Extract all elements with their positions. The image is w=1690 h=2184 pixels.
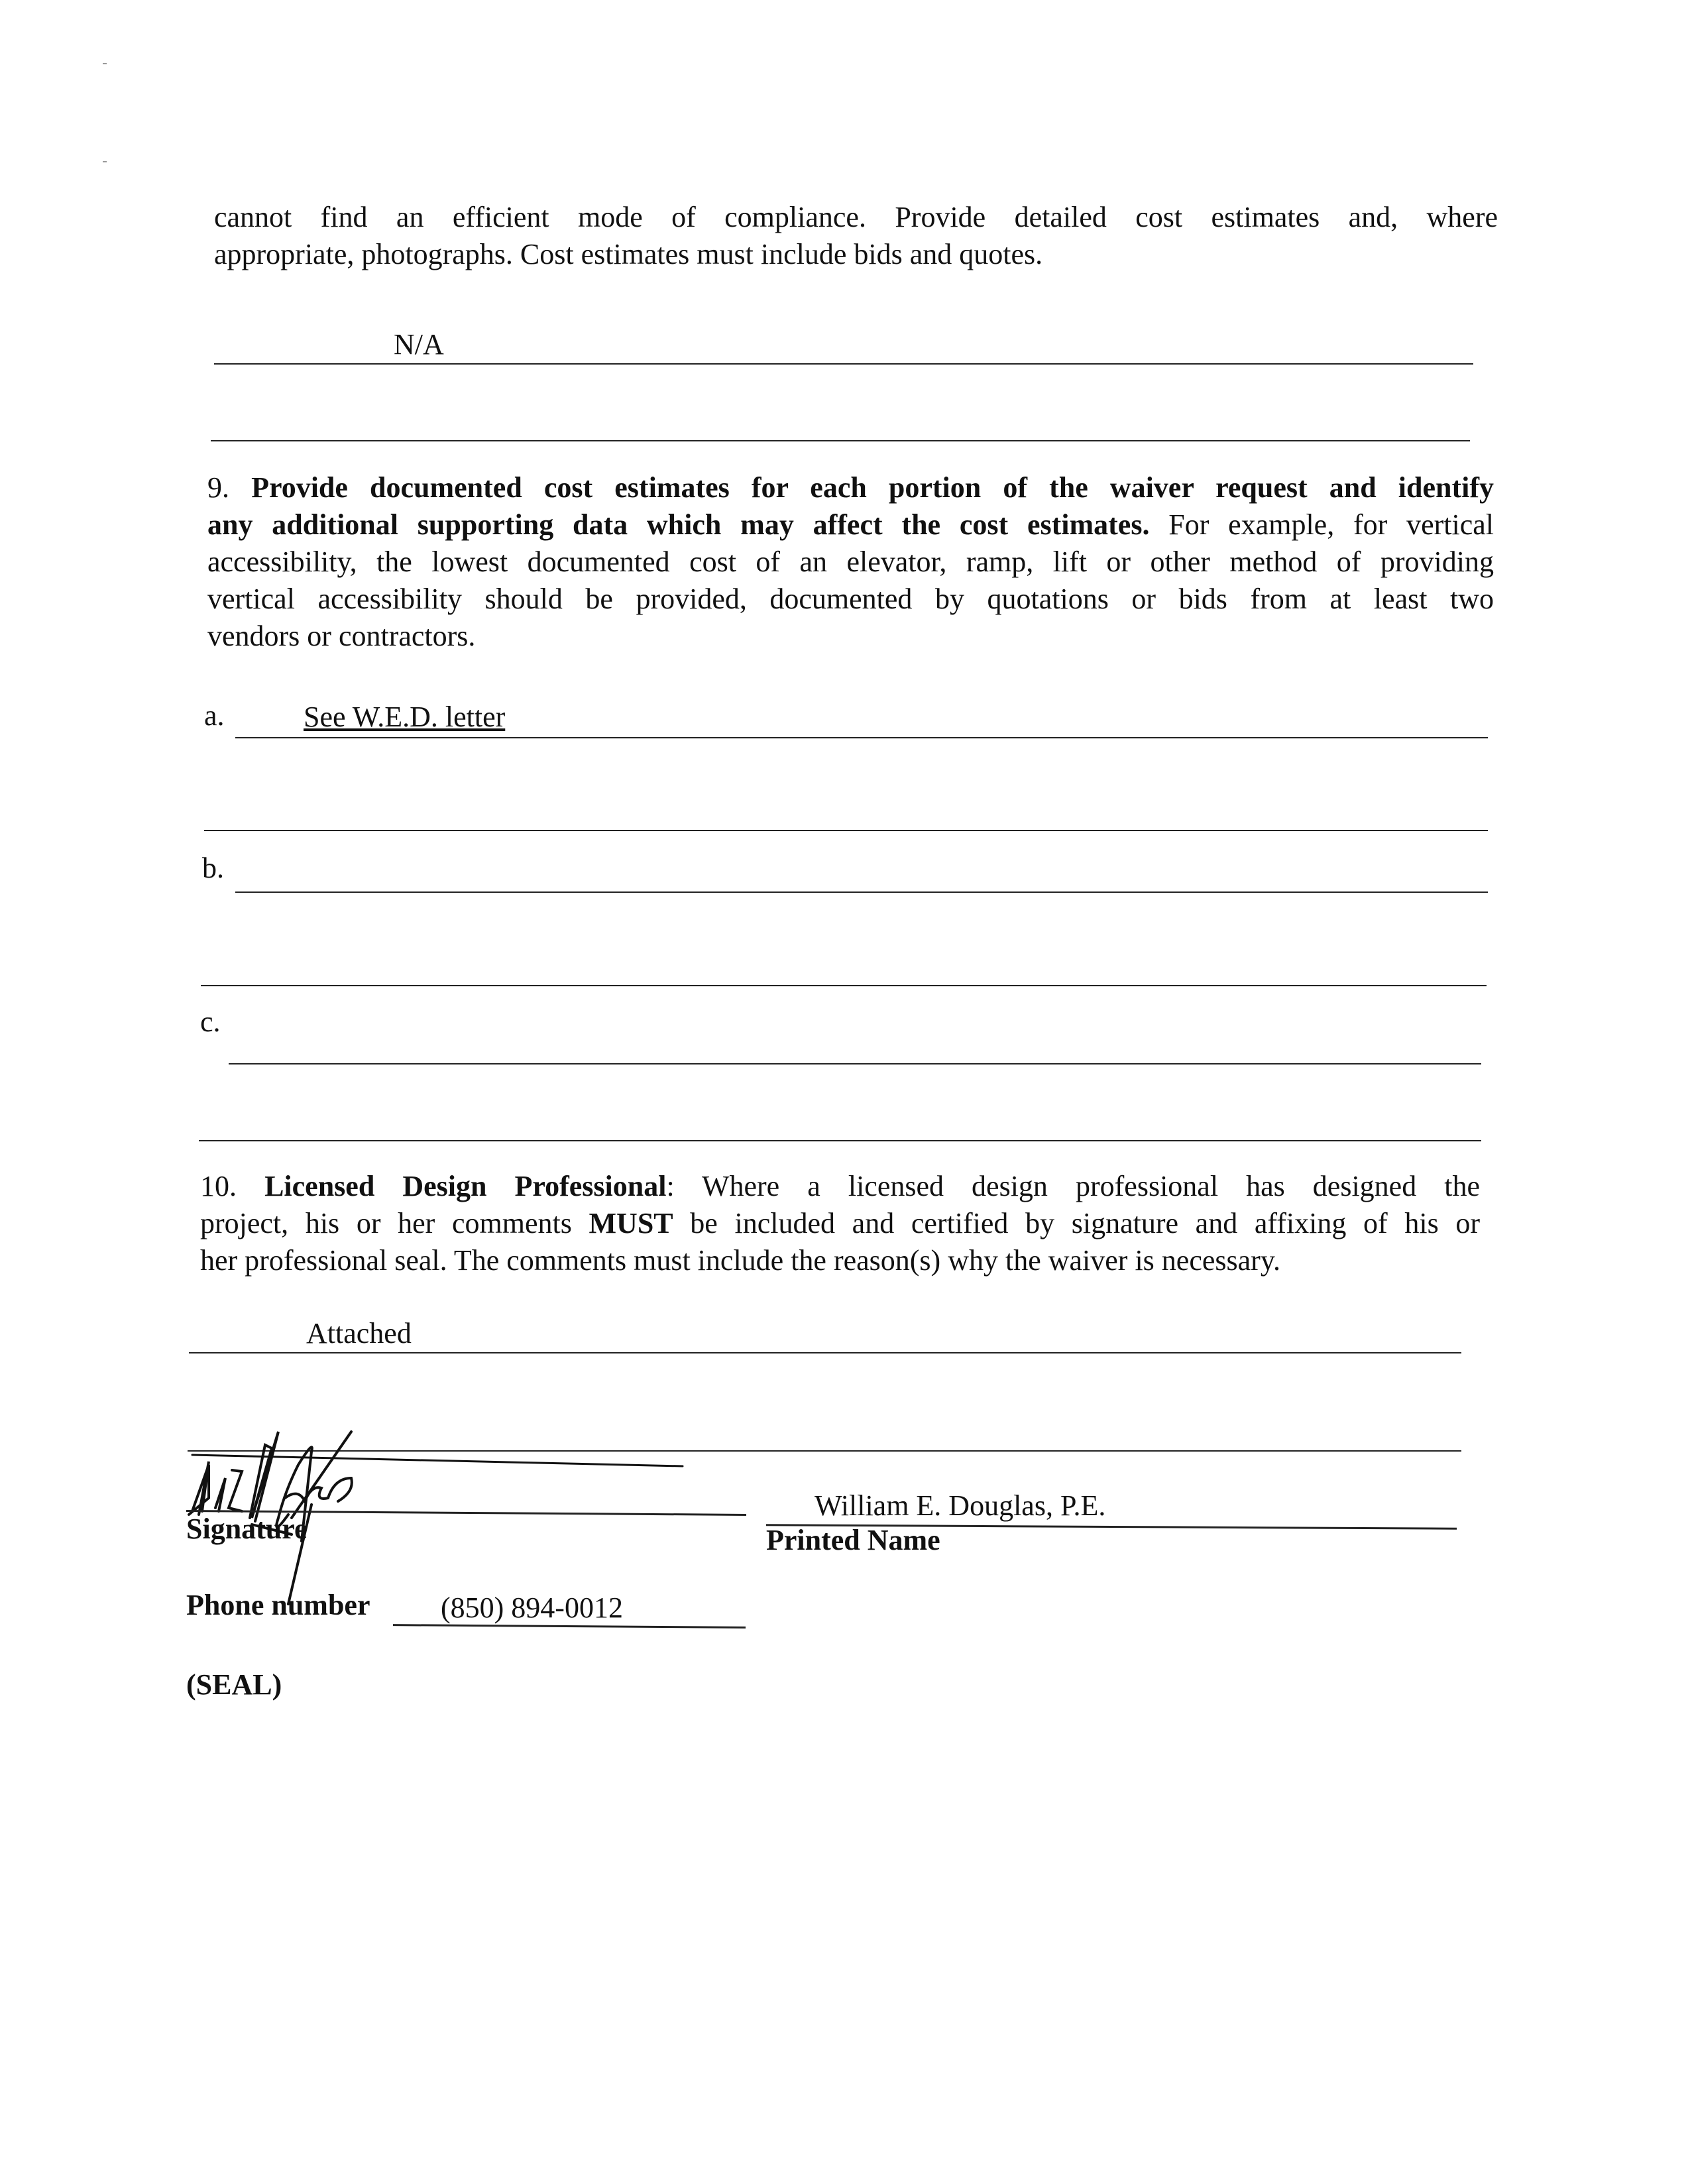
seal-label: (SEAL)	[186, 1668, 282, 1701]
scan-speck	[103, 63, 107, 64]
emphasis: MUST	[589, 1207, 673, 1239]
item-a-line-2	[204, 830, 1488, 831]
item-c-line	[229, 1063, 1481, 1064]
section-heading: Licensed Design Professional	[264, 1170, 667, 1202]
printed-name-value[interactable]: William E. Douglas, P.E.	[815, 1489, 1106, 1522]
phone-label: Phone number	[186, 1589, 370, 1621]
text-line: cannot find an efficient mode of compliance. Provide detailed cost estimates and, where	[214, 201, 1498, 233]
section-9-text	[207, 469, 1494, 655]
phone-value[interactable]: (850) 894-0012	[441, 1591, 623, 1624]
answer-line	[189, 1352, 1461, 1353]
item-c-line-2	[199, 1140, 1481, 1141]
text-span: For example, for vertical	[1149, 508, 1494, 541]
text-span: be included and certified by signature and affixing of his or	[673, 1207, 1480, 1239]
phone-line	[393, 1624, 746, 1629]
item-b-label: b.	[202, 852, 224, 884]
answer-line	[214, 363, 1473, 365]
text-line: accessibility, the lowest documented cost of an elevator, ramp, lift or other method of providing	[207, 546, 1494, 578]
printed-name-label: Printed Name	[766, 1524, 940, 1556]
section-8-answer[interactable]: N/A	[394, 328, 444, 361]
text-span: : Where a licensed design professional has designed the	[666, 1170, 1481, 1202]
item-a-line	[235, 737, 1488, 738]
text-line: vendors or contractors.	[207, 620, 476, 652]
item-b-line	[235, 891, 1488, 893]
text-span: project, his or her comments	[200, 1207, 589, 1239]
scan-speck	[103, 161, 107, 162]
item-b-line-2	[201, 985, 1487, 986]
section-8-text	[214, 199, 1498, 273]
section-heading: Provide documented cost estimates for each portion of the waiver request and identify	[251, 471, 1494, 504]
text-line: appropriate, photographs. Cost estimates must include bids and quotes.	[214, 238, 1043, 270]
section-number: 9.	[207, 471, 229, 504]
section-heading: any additional supporting data which may affect the cost estimates.	[207, 508, 1150, 541]
item-a-label: a.	[204, 699, 225, 732]
section-number: 10.	[200, 1170, 237, 1202]
item-c-label: c.	[200, 1006, 221, 1038]
text-line: her professional seal. The comments must include the reason(s) why the waiver is necessary.	[200, 1244, 1280, 1277]
signature-label: Signature	[186, 1513, 308, 1545]
item-a-value[interactable]: See W.E.D. letter	[304, 701, 506, 733]
section-10-answer[interactable]: Attached	[306, 1317, 412, 1350]
section-10-text	[200, 1168, 1480, 1279]
text-line: vertical accessibility should be provided, documented by quotations or bids from at least two	[207, 583, 1494, 615]
answer-line	[211, 440, 1470, 441]
